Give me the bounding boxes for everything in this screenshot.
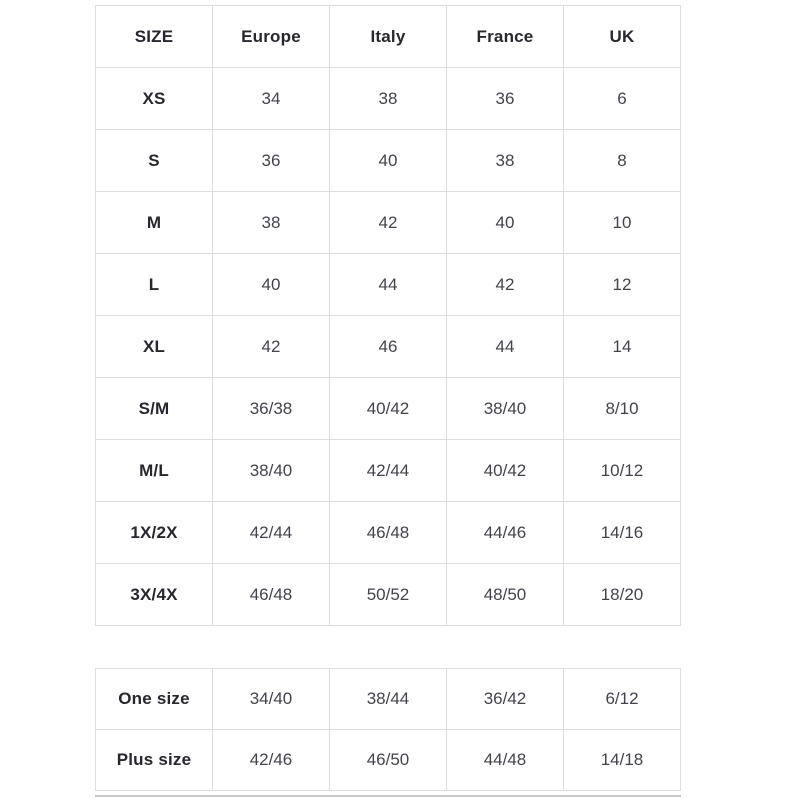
one-size-plus-size-table (95, 668, 681, 791)
table-cell: 42 (447, 254, 564, 316)
table-cell: 42/46 (213, 730, 330, 791)
table-cell: 8 (564, 130, 681, 192)
table-cell: 38/40 (447, 378, 564, 440)
column-header-uk: UK (564, 6, 681, 68)
table-cell: 42/44 (213, 502, 330, 564)
table-cell: 48/50 (447, 564, 564, 626)
table-cell: 44 (330, 254, 447, 316)
table-cell: 46/48 (330, 502, 447, 564)
table-cell: 14/18 (564, 730, 681, 791)
table-cell: 38 (330, 68, 447, 130)
column-header-europe: Europe (213, 6, 330, 68)
table-row (96, 669, 681, 730)
row-label: 3X/4X (96, 564, 213, 626)
table-cell: 10 (564, 192, 681, 254)
table-cell: 36 (213, 130, 330, 192)
table-row (96, 68, 681, 130)
table-cell: 40/42 (330, 378, 447, 440)
table-cell: 44/48 (447, 730, 564, 791)
table-cell: 40 (213, 254, 330, 316)
table-cell: 8/10 (564, 378, 681, 440)
table-cell: 46/48 (213, 564, 330, 626)
table-cell: 36/42 (447, 669, 564, 730)
table-cell: 40 (447, 192, 564, 254)
table-cell: 44/46 (447, 502, 564, 564)
table-cell: 46 (330, 316, 447, 378)
table-cell: 38 (447, 130, 564, 192)
table-cell: 38/40 (213, 440, 330, 502)
table-cell: 36/38 (213, 378, 330, 440)
table-cell: 10/12 (564, 440, 681, 502)
row-label: 1X/2X (96, 502, 213, 564)
table-cell: 34/40 (213, 669, 330, 730)
table-cell: 40/42 (447, 440, 564, 502)
table-cell: 18/20 (564, 564, 681, 626)
row-label: XS (96, 68, 213, 130)
row-label: XL (96, 316, 213, 378)
header-row (96, 6, 681, 68)
column-header-size: SIZE (96, 6, 213, 68)
table-row (96, 130, 681, 192)
row-label: Plus size (96, 730, 213, 791)
table-cell: 50/52 (330, 564, 447, 626)
row-label: S (96, 130, 213, 192)
table-row (96, 378, 681, 440)
table-cell: 14/16 (564, 502, 681, 564)
table-cell: 46/50 (330, 730, 447, 791)
table-cell: 44 (447, 316, 564, 378)
row-label: M (96, 192, 213, 254)
row-label: M/L (96, 440, 213, 502)
size-conversion-table (95, 5, 681, 626)
table-cell: 42 (330, 192, 447, 254)
table-row (96, 564, 681, 626)
bottom-divider-line (95, 795, 681, 797)
table-cell: 12 (564, 254, 681, 316)
column-header-france: France (447, 6, 564, 68)
table-cell: 38/44 (330, 669, 447, 730)
row-label: S/M (96, 378, 213, 440)
table-row (96, 502, 681, 564)
table-cell: 42/44 (330, 440, 447, 502)
table-cell: 36 (447, 68, 564, 130)
table-row (96, 316, 681, 378)
table-cell: 42 (213, 316, 330, 378)
row-label: One size (96, 669, 213, 730)
table-row (96, 440, 681, 502)
column-header-italy: Italy (330, 6, 447, 68)
table-cell: 34 (213, 68, 330, 130)
table-row (96, 730, 681, 791)
table-cell: 14 (564, 316, 681, 378)
table-cell: 38 (213, 192, 330, 254)
table-cell: 6 (564, 68, 681, 130)
table-cell: 6/12 (564, 669, 681, 730)
row-label: L (96, 254, 213, 316)
table-cell: 40 (330, 130, 447, 192)
table-row (96, 254, 681, 316)
table-row (96, 192, 681, 254)
